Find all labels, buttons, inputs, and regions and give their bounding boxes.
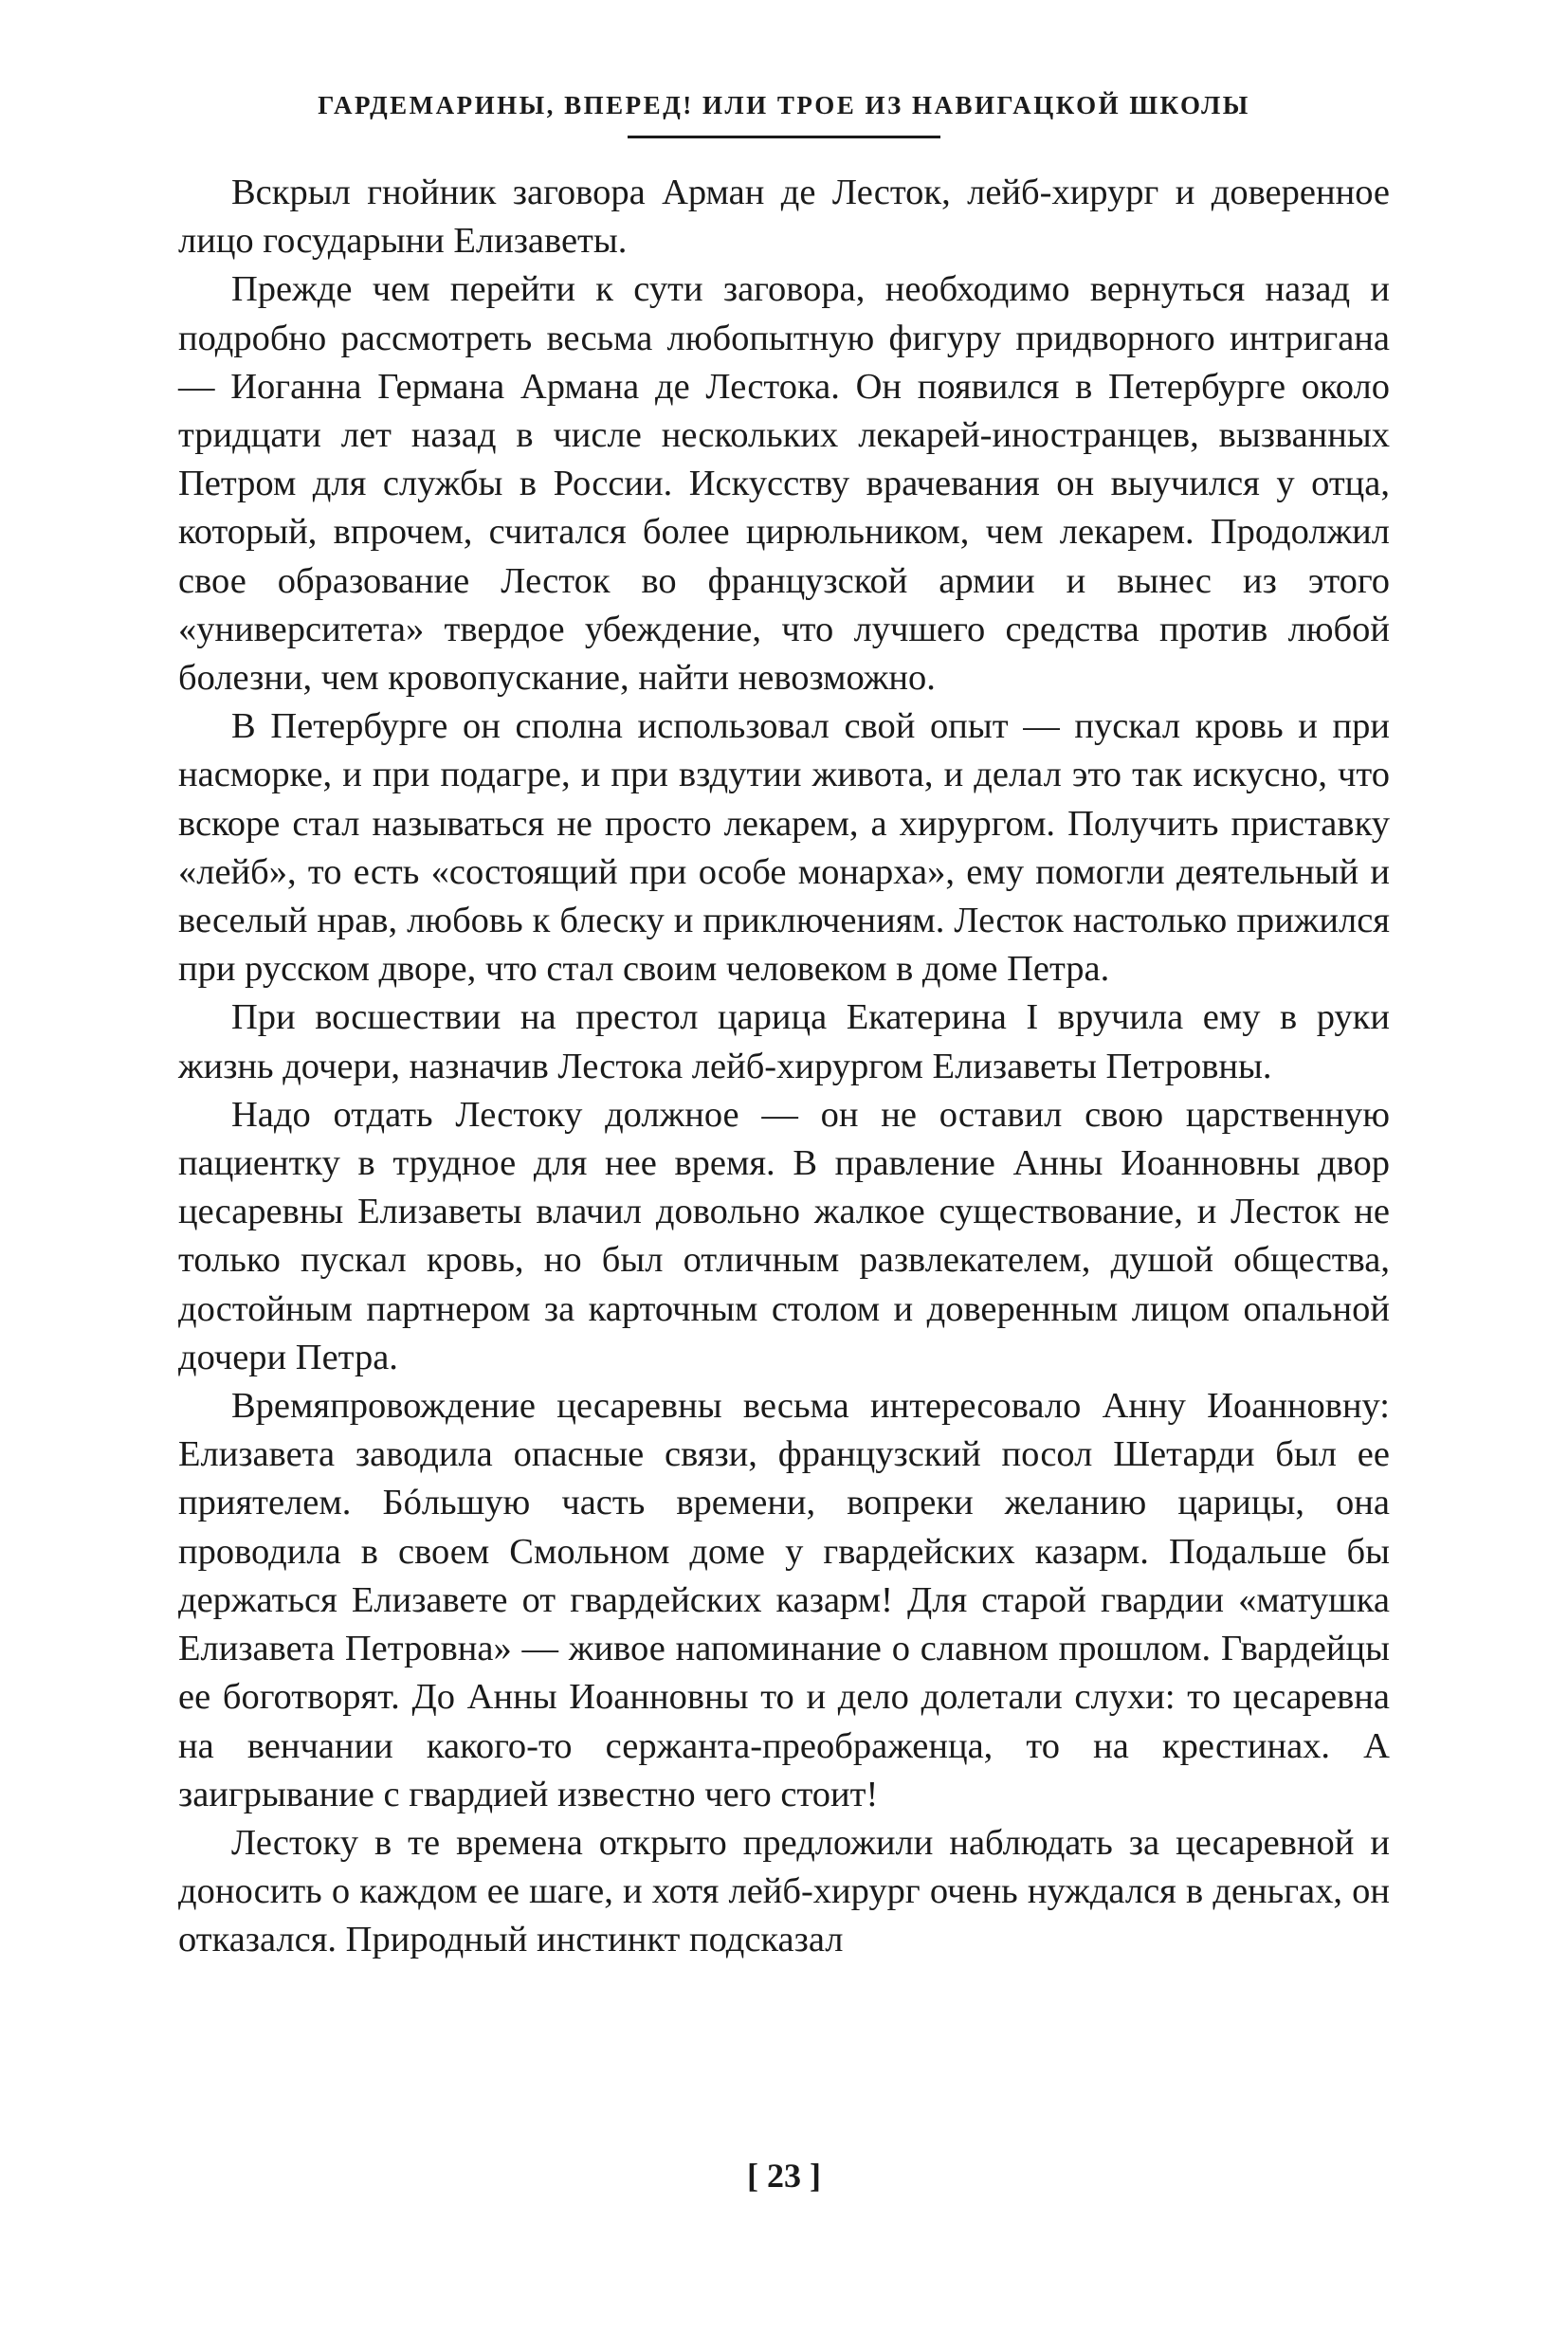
paragraph: В Петербурге он сполна использовал свой опыт — пускал кровь и при насморке, и при подагре, и при вздутии живота, и делал это так искусно, что вскоре стал называться не просто лекарем, а хирургом. Получить приставку «лейб», то есть «состоящий при особе монарха», ему помогли деятельный и веселый нрав, любовь к блеску и приключениям. Лесток настолько прижился при русском дворе, что стал своим человеком в доме Петра.: [178, 706, 1390, 990]
page-number: [ 23 ]: [747, 2157, 821, 2195]
paragraph: Вскрыл гнойник заговора Арман де Лесток, лейб-хирург и доверенное лицо государыни Елизаветы.: [178, 173, 1390, 262]
text-body: [178, 169, 1390, 1965]
paragraph: Времяпровождение цесаревны весьма интересовало Анну Иоанновну: Елизавета заводила опасные связи, французский посол Шетарди был ее приятелем. Бóльшую часть времени, вопреки желанию царицы, она проводила в своем Смольном доме у гвардейских казарм. Подальше бы держаться Елизавете от гвардейских казарм! Для старой гвардии «матушка Елизавета Петровна» — живое напоминание о славном прошлом. Гвардейцы ее боготворят. До Анны Иоанновны то и дело долетали слухи: то цесаревна на венчании какого-то сержанта-преображенца, то на крестинах. А заигрывание с гвардией известно чего стоит!: [178, 1386, 1390, 1814]
paragraph: При восшествии на престол царица Екатерина I вручила ему в руки жизнь дочери, назначив Лестока лейб-хирургом Елизаветы Петровны.: [178, 997, 1390, 1086]
running-head: ГАРДЕМАРИНЫ, ВПЕРЕД! ИЛИ ТРОЕ ИЗ НАВИГАЦКОЙ ШКОЛЫ: [318, 91, 1250, 119]
paragraph: Лестоку в те времена открыто предложили наблюдать за цесаревной и доносить о каждом ее шаге, и хотя лейб-хирург очень нуждался в деньгах, он отказался. Природный инстинкт подсказал: [178, 1822, 1390, 1960]
header-rule: [628, 136, 940, 138]
paragraph: Прежде чем перейти к сути заговора, необходимо вернуться назад и подробно рассмотреть весьма любопытную фигуру придворного интригана — Иоганна Германа Армана де Лестока. Он появился в Петербурге около тридцати лет назад в числе нескольких лекарей-иностранцев, вызванных Петром для службы в России. Искусству врачевания он выучился у отца, который, впрочем, считался более цирюльником, чем лекарем. Продолжил свое образование Лесток во французской армии и вынес из этого «университета» твердое убеждение, что лучшего средства против любой болезни, чем кровопускание, найти невозможно.: [178, 269, 1390, 699]
paragraph: Надо отдать Лестоку должное — он не оставил свою царственную пациентку в трудное для нее время. В правление Анны Иоанновны двор цесаревны Елизаветы влачил довольно жалкое существование, и Лесток не только пускал кровь, но был отличным развлекателем, душой общества, достойным партнером за карточным столом и доверенным лицом опальной дочери Петра.: [178, 1094, 1390, 1377]
